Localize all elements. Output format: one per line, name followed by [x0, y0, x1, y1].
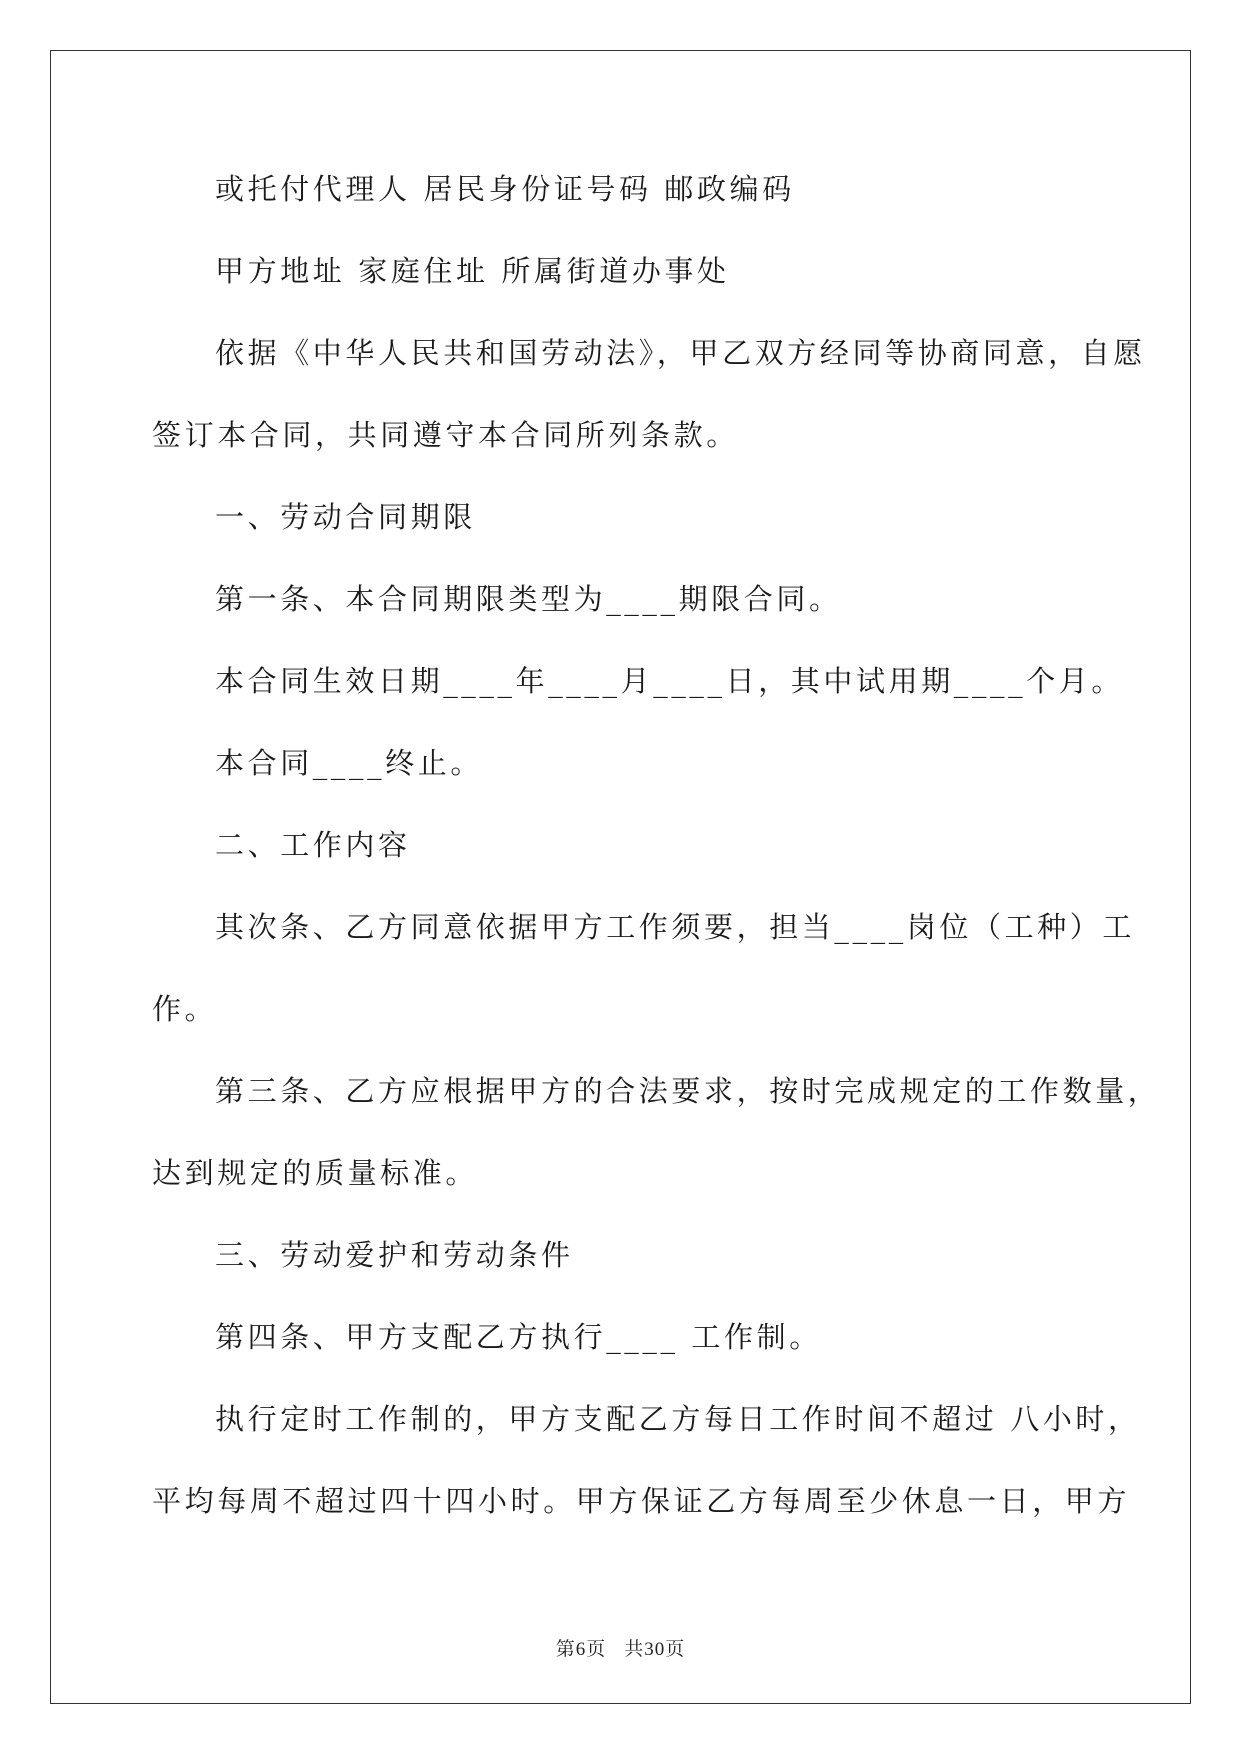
section-heading-work: 二、工作内容 [215, 828, 411, 862]
clause-1-termination: 本合同____终止。 [215, 746, 484, 780]
line-legal-basis-cont: 签订本合同，共同遵守本合同所列条款。 [152, 418, 739, 452]
clause-4-hours: 执行定时工作制的，甲方支配乙方每日工作时间不超过 八小时， [215, 1402, 1141, 1436]
page-footer [0, 1634, 1241, 1661]
clause-3: 第三条、乙方应根据甲方的合法要求，按时完成规定的工作数量， [215, 1074, 1161, 1108]
section-heading-term: 一、劳动合同期限 [215, 500, 476, 534]
line-agent-info: 或托付代理人 居民身份证号码 邮政编码 [215, 172, 795, 206]
clause-4-hours-cont: 平均每周不超过四十四小时。甲方保证乙方每周至少休息一日，甲方 [152, 1484, 1131, 1518]
clause-1: 第一条、本合同期限类型为____期限合同。 [215, 582, 842, 616]
page-total: 共30页 [624, 1639, 686, 1660]
clause-2: 其次条、乙方同意依据甲方工作须要，担当____岗位（工种）工 [215, 910, 1136, 944]
clause-2-cont: 作。 [152, 992, 218, 1026]
clause-1-effective-date: 本合同生效日期____年____月____日，其中试用期____个月。 [215, 664, 1125, 698]
section-heading-protection: 三、劳动爱护和劳动条件 [215, 1238, 574, 1272]
page-number: 第6页 [555, 1639, 607, 1660]
line-legal-basis: 依据《中华人民共和国劳动法》，甲乙双方经同等协商同意，自愿 [215, 336, 1146, 370]
page-border [50, 50, 1191, 1704]
clause-3-cont: 达到规定的质量标准。 [152, 1156, 479, 1190]
clause-4: 第四条、甲方支配乙方执行____ 工作制。 [215, 1320, 822, 1354]
line-party-a-address: 甲方地址 家庭住址 所属街道办事处 [215, 254, 730, 288]
